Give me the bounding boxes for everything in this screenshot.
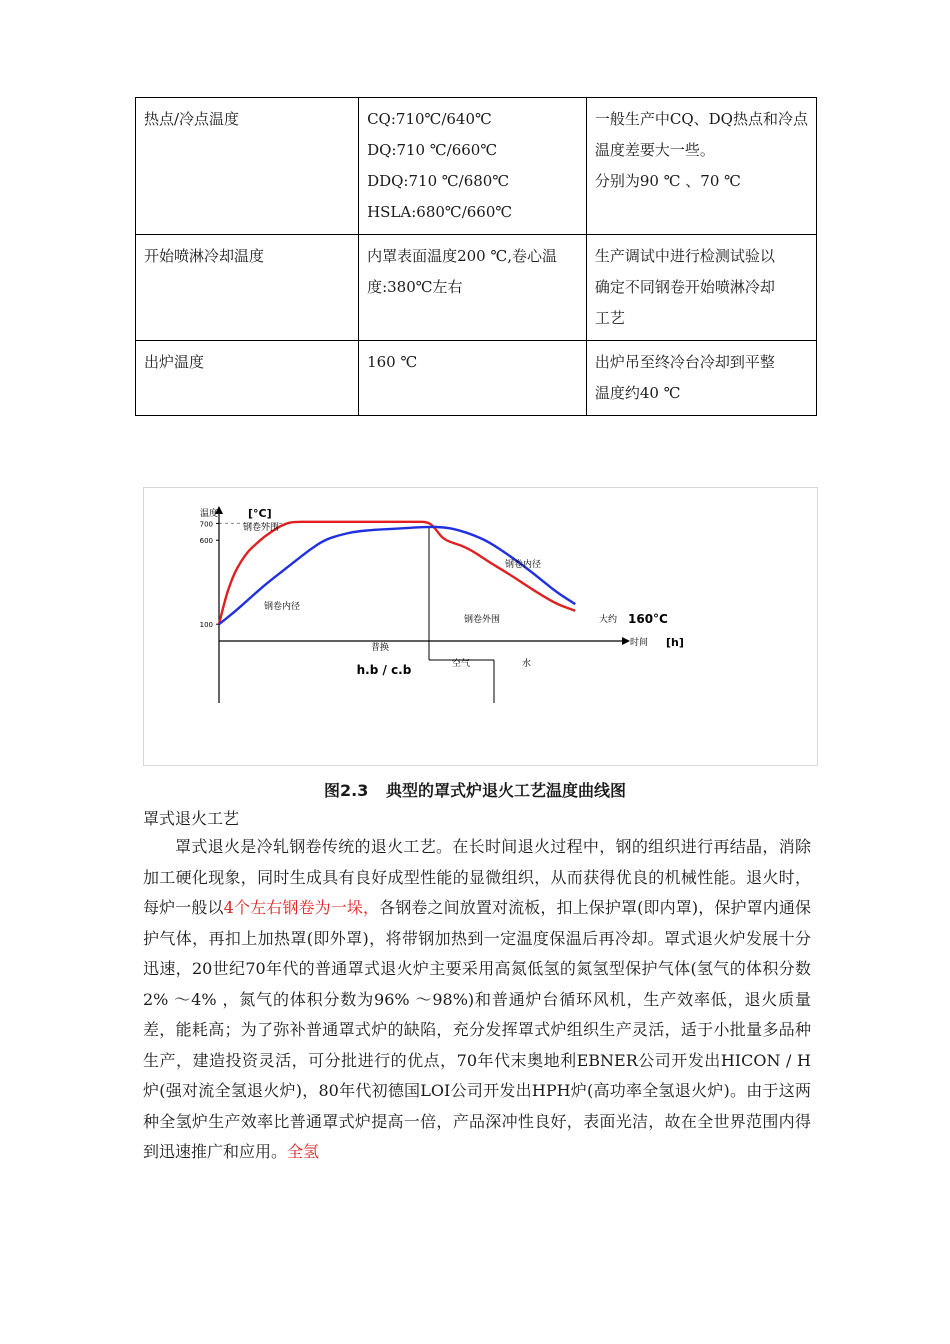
body-paragraph (143, 832, 811, 1168)
value-line: 度:380℃左右 (367, 278, 463, 296)
phase-label-heating: 普换 (370, 643, 390, 653)
param-label: 出炉温度 (144, 353, 205, 371)
end-temp-prefix: 大约 (599, 615, 618, 625)
note-line: 确定不同钢卷开始喷淋冷却 (594, 278, 775, 296)
value-line: 160 ℃ (367, 353, 418, 371)
series-label-outer: 钢卷外围 (243, 523, 280, 533)
phase-label-air: 空气 (452, 659, 471, 669)
highlight-text: 全氢 (287, 1142, 320, 1161)
param-cell (136, 341, 359, 416)
value-line: DDQ:710 ℃/680℃ (367, 172, 510, 190)
param-cell (136, 98, 359, 235)
note-line: 温度差要大一些。 (594, 141, 715, 159)
param-label: 热点/冷点温度 (144, 110, 240, 128)
value-line: HSLA:680℃/660℃ (367, 203, 513, 221)
note-line: 出炉吊至终冷台冷却到平整 (594, 353, 775, 371)
value-cell (359, 98, 587, 235)
y-axis-unit: [°C] (248, 507, 272, 520)
note-line: 温度约40 ℃ (594, 384, 681, 402)
paragraph-text: 罩式退火是冷轧钢卷传统的退火工艺。在长时间退火过程中，钢的组织进行再结晶，消除加工硬化现象，同时生成具有良好成型性能的显微组织，从而获得优良的机械性能。退火时，每炉一般以 (143, 837, 811, 917)
param-label: 开始喷淋冷却温度 (144, 247, 265, 265)
y-tick-label: 700 (199, 520, 213, 529)
value-cell (359, 341, 587, 416)
value-line: CQ:710℃/640℃ (367, 110, 492, 128)
highlight-text: 4个左右钢卷为一垛， (223, 898, 380, 917)
note-line: 生产调试中进行检测试验以 (594, 247, 775, 265)
figure-number: 图2.3 (324, 781, 369, 800)
end-temp-value: 160°C (628, 612, 668, 626)
process-parameter-table (135, 97, 817, 416)
note-line: 分别为90 ℃ 、70 ℃ (594, 172, 741, 190)
section-heading: 罩式退火工艺 (143, 809, 240, 828)
phase-sub-label: h.b / c.b (356, 663, 412, 677)
paragraph-text: 各钢卷之间放置对流板，扣上保护罩(即内罩)，保护罩内通保护气体，再扣上加热罩(即外罩)，将带钢加热到一定温度保温后再冷却。罩式退火炉发展十分迅速，20世纪70年代的普通罩式退火炉主要采用高氮低氢的氮氢型保护气体(氢气的体积分数2% ～4% ，氮气的体积分数为96% ～98%)和普通炉台循环风机，生产效率低，退火质量差，能耗高；为了弥补普通罩式炉的缺陷，充分发挥罩式炉组织生产灵活，适于小批量多品种生产，建造投资灵活，可分批进行的优点，70年代末奥地利EBNER公司开发出HICON / H 炉(强对流全氢退火炉)，80年代初德国LOI公司开发出HPH炉(高功率全氢退火炉)。由于这两种全氢炉生产效率比普通罩式炉提高一倍，产品深冲性良好，表面光洁，故在全世界范围内得到迅速推广和应用。 (143, 898, 811, 1161)
note-line: 一般生产中CQ、DQ热点和冷点 (594, 110, 808, 128)
y-tick-label: 600 (199, 537, 213, 546)
figure-title: 典型的罩式炉退火工艺温度曲线图 (385, 781, 626, 800)
x-axis-title: 时间 (630, 638, 649, 648)
series-label-inner-right: 钢卷内径 (505, 560, 542, 570)
series-label-outer-right: 钢卷外围 (464, 615, 501, 625)
figure-caption (0, 778, 950, 801)
note-line: 工艺 (594, 309, 625, 327)
value-line: 内罩表面温度200 ℃,卷心温 (367, 247, 558, 265)
value-cell (359, 235, 587, 341)
y-tick-label: 100 (199, 621, 213, 630)
table-row (136, 235, 817, 341)
annealing-temperature-chart (143, 487, 818, 766)
x-axis-arrow-icon (622, 637, 630, 645)
series-label-inner: 钢卷内径 (264, 602, 301, 612)
table-row (136, 98, 817, 235)
x-axis-unit: [h] (666, 636, 684, 649)
chart-svg (144, 488, 817, 765)
table-row (136, 341, 817, 416)
note-cell (586, 98, 816, 235)
note-cell (586, 341, 816, 416)
param-cell (136, 235, 359, 341)
value-line: DQ:710 ℃/660℃ (367, 141, 498, 159)
note-cell (586, 235, 816, 341)
y-axis-title: 温度 (199, 509, 219, 519)
phase-label-water: 水 (522, 659, 532, 669)
